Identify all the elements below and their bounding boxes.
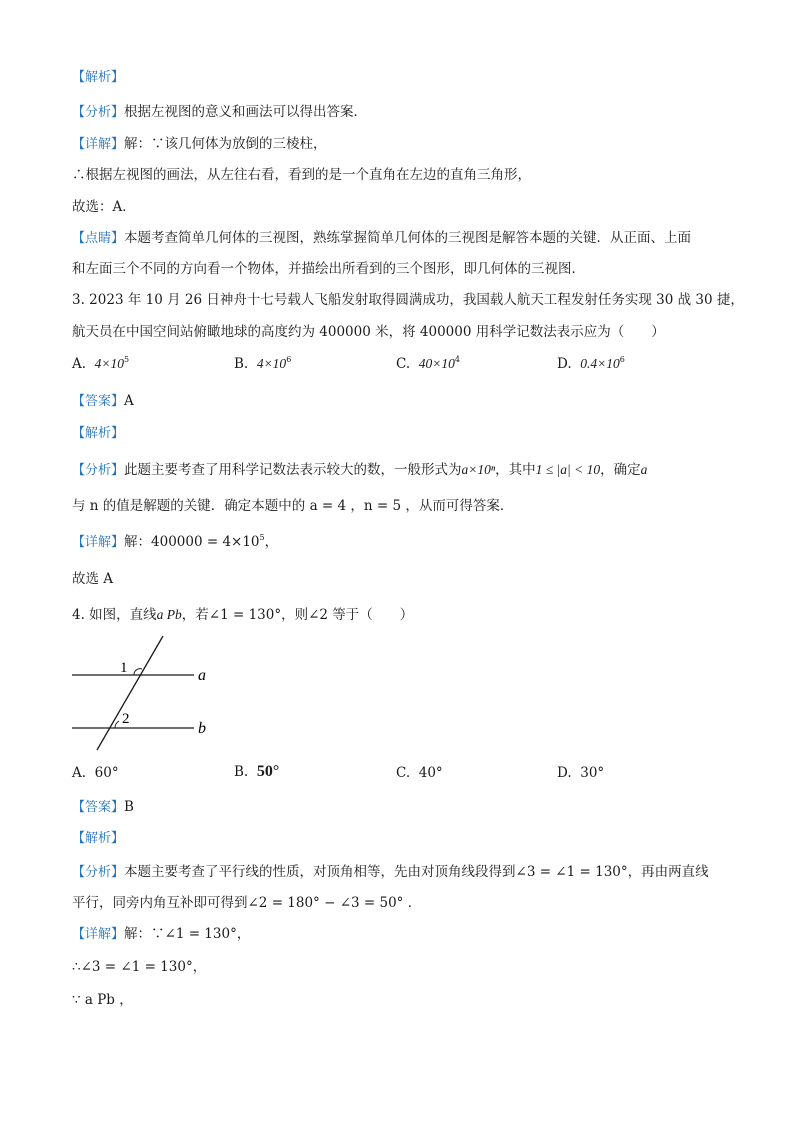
fenxi-label: 【分析】 (72, 463, 125, 478)
q4-option-b: B. 50° (234, 763, 280, 780)
q4-solution-line3: ∵ a Pb ， (72, 992, 133, 1008)
q2-analysis-heading: 【解析】 (72, 70, 125, 85)
q4-stem: 4. 如图，直线a Pb，若∠1 = 130°，则∠2 等于（ ） (72, 607, 414, 623)
line-a-label: a (198, 667, 206, 684)
q2-dianjing: 【点睛】本题考查简单几何体的三视图，熟练掌握简单几何体的三视图是解答本题的关键．从正面、上面 (72, 230, 692, 246)
daan-label: 【答案】 (72, 394, 125, 409)
q3-fenxi-line2: 与 n 的值是解题的关键．确定本题中的 a = 4 ，n = 5 ，从而可得答案． (72, 498, 514, 514)
fenxi-label: 【分析】 (72, 865, 125, 880)
xiangjie-label: 【详解】 (72, 927, 125, 942)
angle-2-arc (115, 721, 119, 728)
q3-fenxi: 【分析】此题主要考查了用科学记数法表示较大的数，一般形式为a×10ⁿ，其中1 ≤ |a| < 10，确定a (72, 462, 648, 478)
angle-2-label: 2 (122, 711, 130, 727)
q3-xiangjie: 【详解】解：$400000 = 4\times 10^5$， (72, 533, 279, 550)
q3-option-d: D. $0.4\times 10^6$ (557, 355, 625, 372)
q4-option-d: D. 30° (557, 765, 605, 781)
q4-option-a: A. 60° (72, 765, 119, 781)
transversal (97, 636, 163, 750)
q4-answer: 【答案】B (72, 799, 134, 815)
q3-option-c: C. $40\times 10^4$ (396, 355, 460, 372)
q3-option-a: A. $4\times 10^5$ (72, 355, 130, 372)
q4-solution-line2: ∴∠3 = ∠1 = 130°， (72, 959, 207, 975)
q2-fenxi: 【分析】根据左视图的意义和画法可以得出答案． (72, 104, 368, 120)
q2-xiangjie: 【详解】解：∵该几何体为放倒的三棱柱， (72, 136, 327, 152)
q3-option-b: B. $4\times 10^6$ (234, 355, 292, 372)
parallel-lines-figure (70, 632, 230, 758)
q4-fenxi: 【分析】本题主要考查了平行线的性质，对顶角相等，先由对顶角线段得到∠3 = ∠1 = 130°，再由两直线 (72, 864, 709, 880)
q4-fenxi-line2: 平行，同旁内角互补即可得到∠2 = 180° − ∠3 = 50° ． (72, 895, 422, 911)
q4-option-c: C. 40° (396, 765, 443, 781)
q3-stem-line1: 3. 2023 年 10 月 26 日神舟十七号载人飞船发射取得圆满成功，我国载人航天工程发射任务实现 30 战 30 捷， (72, 292, 744, 308)
q3-analysis-heading: 【解析】 (72, 426, 125, 441)
xiangjie-label: 【详解】 (72, 535, 125, 550)
dianjing-label: 【点睛】 (72, 231, 125, 246)
xiangjie-label: 【详解】 (72, 137, 125, 152)
q4-xiangjie: 【详解】解：∵∠1 = 130°， (72, 926, 251, 942)
q3-stem-line2: 航天员在中国空间站俯瞰地球的高度约为 400000 米，将 400000 用科学记数法表示应为（ ） (72, 324, 665, 340)
q4-analysis-heading: 【解析】 (72, 831, 125, 846)
fenxi-label: 【分析】 (72, 105, 125, 120)
line-b-label: b (198, 720, 206, 737)
daan-label: 【答案】 (72, 800, 125, 815)
q3-answer: 【答案】A (72, 393, 134, 409)
q2-choice: 故选：A． (72, 199, 136, 215)
q2-dianjing-line2: 和左面三个不同的方向看一个物体，并描绘出所看到的三个图形，即几何体的三视图． (72, 261, 585, 277)
q2-solution-line2: ∴根据左视图的画法，从左往右看，看到的是一个直角在左边的直角三角形， (72, 167, 531, 183)
q3-choice: 故选 A (72, 571, 114, 587)
angle-1-label: 1 (120, 660, 128, 676)
